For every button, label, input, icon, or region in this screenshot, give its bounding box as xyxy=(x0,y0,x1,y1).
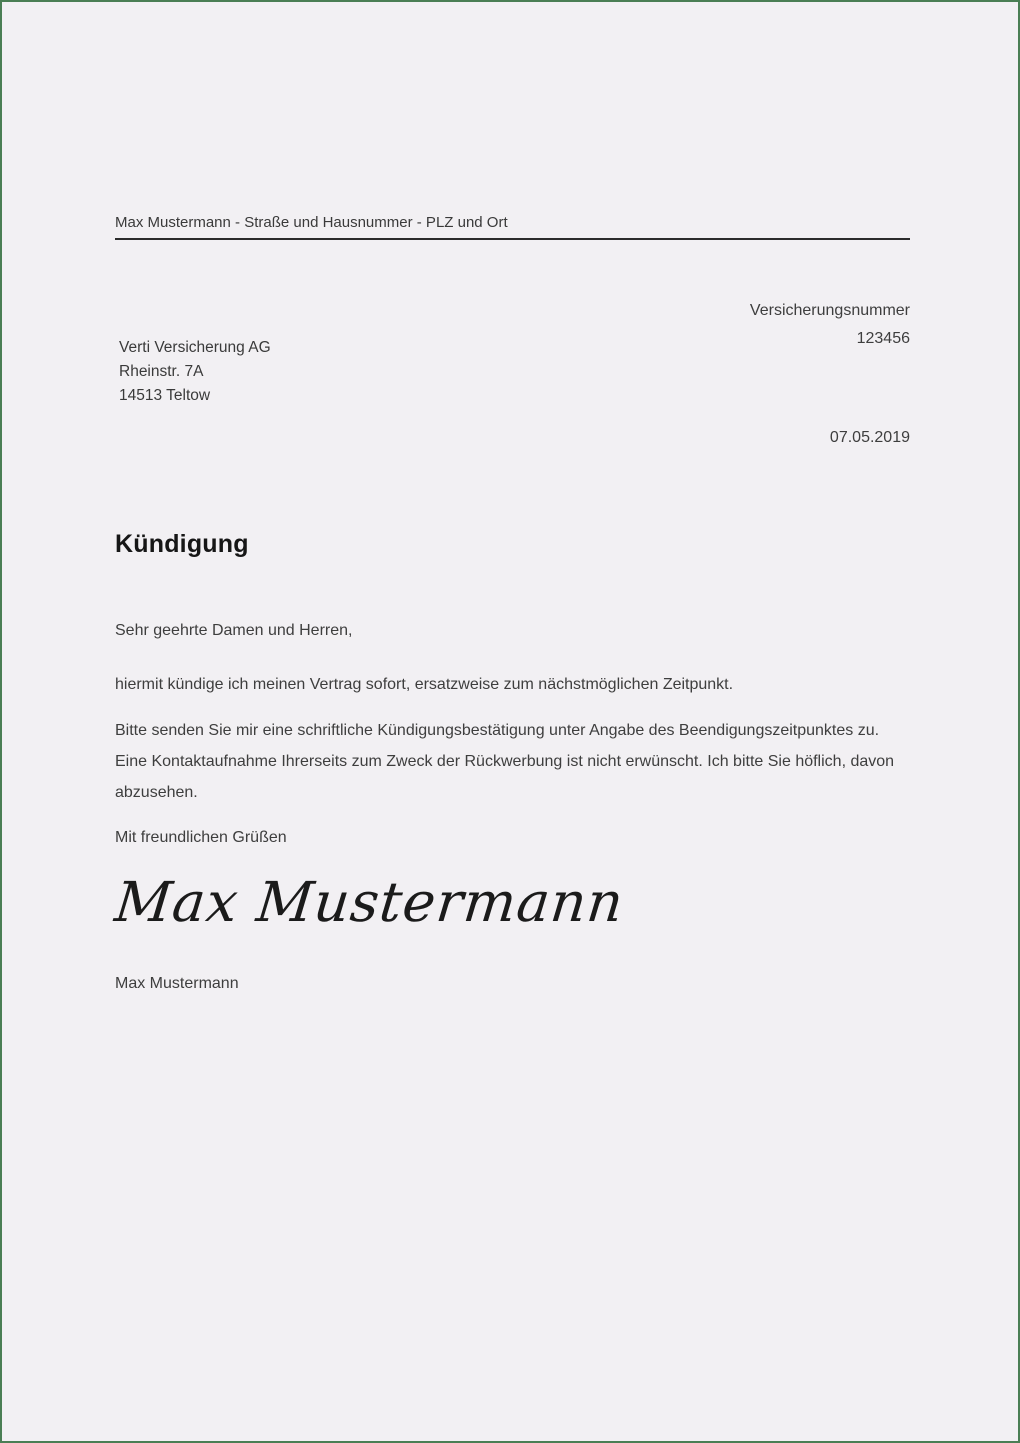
recipient-street: Rheinstr. 7A xyxy=(119,363,204,380)
sender-underline-rule xyxy=(115,238,910,240)
printed-signer-name: Max Mustermann xyxy=(115,975,239,992)
letter-date: 07.05.2019 xyxy=(829,429,910,446)
closing-phrase: Mit freundlichen Grüßen xyxy=(115,829,287,846)
insurance-number-label: Versicherungsnummer xyxy=(749,302,910,319)
salutation: Sehr geehrte Damen und Herren, xyxy=(115,622,353,639)
recipient-address-block xyxy=(119,336,271,408)
recipient-city: 14513 Teltow xyxy=(119,387,211,404)
insurance-number-value: 123456 xyxy=(856,330,910,347)
subject-heading: Kündigung xyxy=(115,530,249,558)
sender-address-line: Max Mustermann - Straße und Hausnummer - PLZ und Ort xyxy=(115,214,508,231)
handwritten-signature: Max Mustermann xyxy=(112,870,628,934)
recipient-name: Verti Versicherung AG xyxy=(119,339,271,356)
body-paragraph-2: Bitte senden Sie mir eine schriftliche Kündigungsbestätigung unter Angabe des Beendigungszeitpunktes zu. Eine Kontaktaufnahme Ihrerseits zum Zweck der Rückwerbung ist nicht erwünscht. Ich bitte Sie höflich, davon abzusehen. xyxy=(115,722,895,801)
body-paragraph-1: hiermit kündige ich meinen Vertrag sofort, ersatzweise zum nächstmöglichen Zeitpunkt. xyxy=(115,676,734,693)
